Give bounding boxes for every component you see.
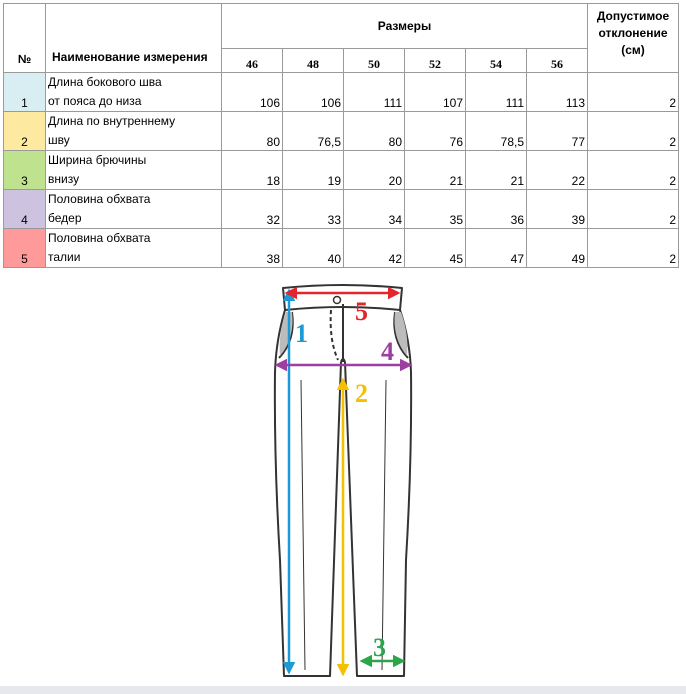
row-number: 3 xyxy=(4,151,46,190)
value-cell: 80 xyxy=(344,112,405,151)
value-cell: 22 xyxy=(527,151,588,190)
value-cell: 19 xyxy=(283,151,344,190)
measure-2-label: 2 xyxy=(355,379,368,408)
size-header-52: 52 xyxy=(405,49,466,73)
value-cell: 42 xyxy=(344,229,405,268)
value-cell: 80 xyxy=(222,112,283,151)
value-cell: 106 xyxy=(222,73,283,112)
tolerance-cell: 2 xyxy=(588,151,679,190)
row-number: 4 xyxy=(4,190,46,229)
value-cell: 21 xyxy=(405,151,466,190)
value-cell: 77 xyxy=(527,112,588,151)
measure-1-label: 1 xyxy=(295,319,308,348)
measurement-name: Половина обхвата бедер xyxy=(46,190,222,229)
row-number: 5 xyxy=(4,229,46,268)
measurement-name: Длина по внутреннему шву xyxy=(46,112,222,151)
tolerance-cell: 2 xyxy=(588,229,679,268)
value-cell: 113 xyxy=(527,73,588,112)
measurement-name: Ширина брючины внизу xyxy=(46,151,222,190)
sizes-title: Размеры xyxy=(222,4,588,49)
value-cell: 40 xyxy=(283,229,344,268)
tolerance-cell: 2 xyxy=(588,112,679,151)
table-row xyxy=(4,73,679,112)
value-cell: 45 xyxy=(405,229,466,268)
tolerance-cell: 2 xyxy=(588,190,679,229)
size-table xyxy=(3,3,679,268)
value-cell: 21 xyxy=(466,151,527,190)
size-header-50: 50 xyxy=(344,49,405,73)
table-row xyxy=(4,190,679,229)
size-header-46: 46 xyxy=(222,49,283,73)
size-header-56: 56 xyxy=(527,49,588,73)
value-cell: 76 xyxy=(405,112,466,151)
value-cell: 18 xyxy=(222,151,283,190)
num-header: № xyxy=(4,4,46,73)
value-cell: 49 xyxy=(527,229,588,268)
value-cell: 76,5 xyxy=(283,112,344,151)
value-cell: 111 xyxy=(466,73,527,112)
table-row xyxy=(4,229,679,268)
measure-5-label: 5 xyxy=(355,297,368,326)
value-cell: 20 xyxy=(344,151,405,190)
measurement-name: Половина обхвата талии xyxy=(46,229,222,268)
measure-3-label: 3 xyxy=(373,633,386,662)
value-cell: 78,5 xyxy=(466,112,527,151)
value-cell: 38 xyxy=(222,229,283,268)
value-cell: 36 xyxy=(466,190,527,229)
table-row xyxy=(4,112,679,151)
value-cell: 111 xyxy=(344,73,405,112)
size-header-54: 54 xyxy=(466,49,527,73)
table-row xyxy=(4,151,679,190)
pants-measurement-diagram xyxy=(0,268,686,686)
value-cell: 33 xyxy=(283,190,344,229)
tolerance-cell: 2 xyxy=(588,73,679,112)
measurement-name: Длина бокового шва от пояса до низа xyxy=(46,73,222,112)
value-cell: 39 xyxy=(527,190,588,229)
value-cell: 107 xyxy=(405,73,466,112)
button-icon xyxy=(334,297,341,304)
value-cell: 34 xyxy=(344,190,405,229)
value-cell: 47 xyxy=(466,229,527,268)
value-cell: 106 xyxy=(283,73,344,112)
row-number: 1 xyxy=(4,73,46,112)
measure-4-label: 4 xyxy=(381,337,394,366)
size-header-48: 48 xyxy=(283,49,344,73)
row-number: 2 xyxy=(4,112,46,151)
value-cell: 32 xyxy=(222,190,283,229)
name-header: Наименование измерения xyxy=(46,4,222,73)
value-cell: 35 xyxy=(405,190,466,229)
tolerance-header: Допустимое отклонение (см) xyxy=(588,4,679,73)
bottom-strip xyxy=(0,686,686,694)
